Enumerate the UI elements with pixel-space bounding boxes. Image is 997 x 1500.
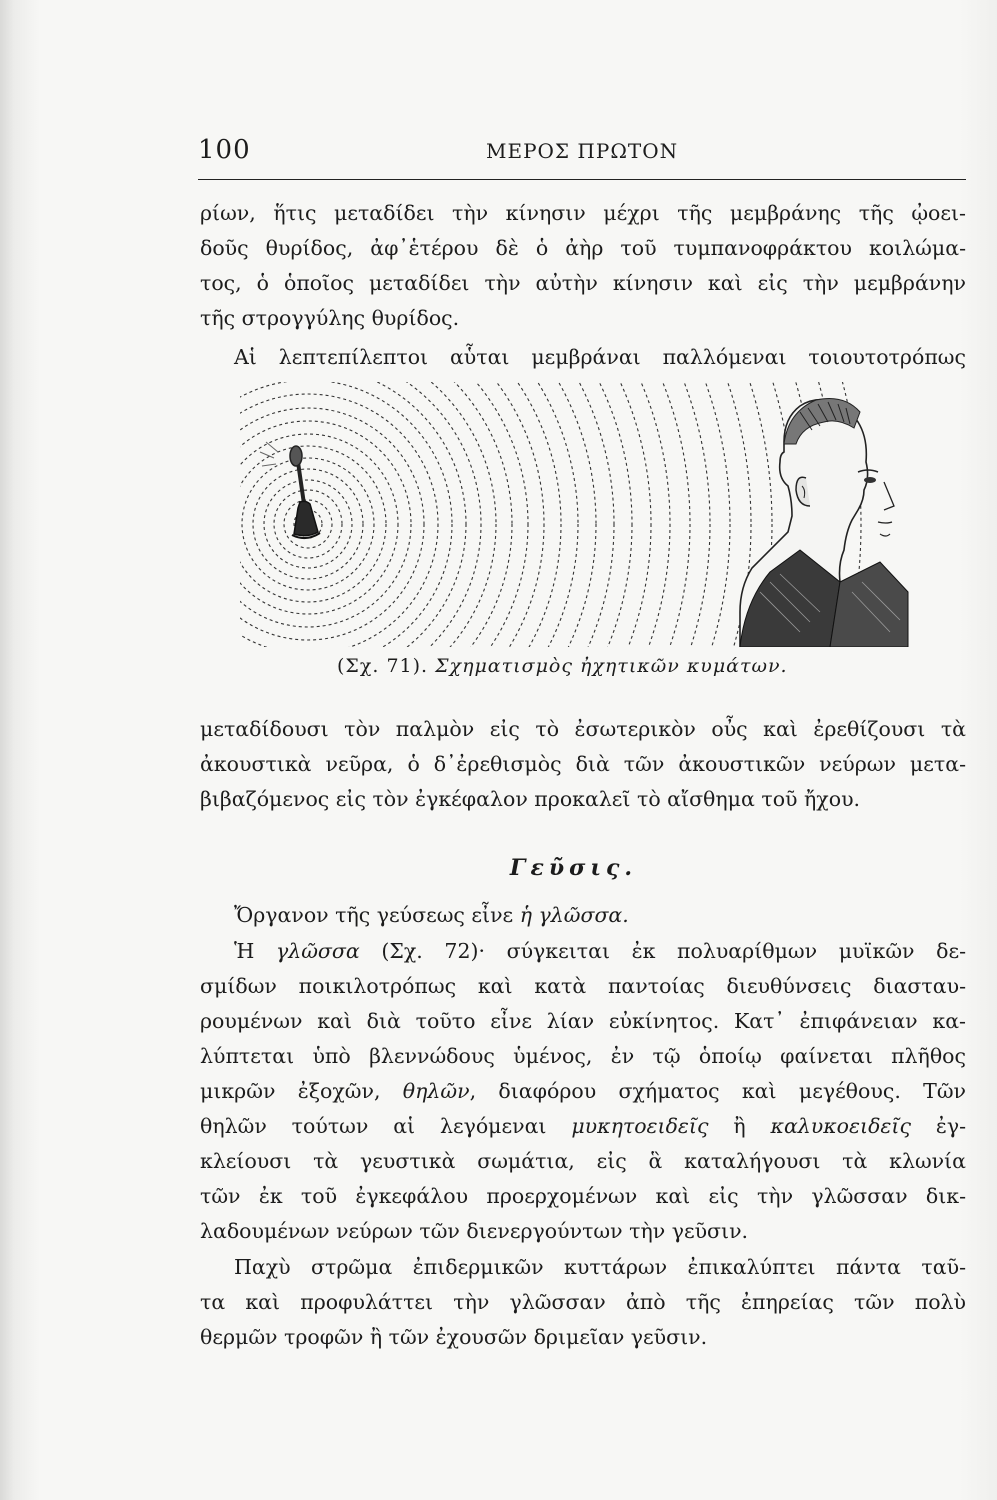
text-segment: θηλῶν τούτων αἱ λεγόμεναι [200,1114,572,1138]
text-line: ρουμένων καὶ διὰ τοῦτο εἶνε λίαν εὐκίνητος. Κατ᾽ ἐπιφάνειαν κα- [200,1009,966,1033]
text-line [200,1109,966,1144]
text-line: βιβαζόμενος εἰς τὸν ἐγκέφαλον προκαλεῖ τὸ αἴσθημα τοῦ ἤχου. [200,787,861,811]
text-line: λαδουμένων νεύρων τῶν διενεργούντων τὴν γεῦσιν. [200,1219,749,1243]
header-rule [198,179,966,180]
paragraph-2 [200,340,966,375]
page-number: 100 [198,135,251,165]
text-line: μεταδίδουσι τὸν παλμὸν εἰς τὸ ἐσωτερικὸν οὖς καὶ ἐρεθίζουσι τὰ [200,717,966,741]
text-line: δοῦς θυρίδος, ἀφ᾽ἑτέρου δὲ ὁ ἀὴρ τοῦ τυμπανοφράκτου κοιλώμα- [200,236,966,260]
text-line [200,1074,966,1109]
figure-reference: (Σχ. 71). [337,655,429,677]
text-segment: (Σχ. 72)· σύγκειται ἐκ πολυαρίθμων μυϊκῶν δε- [359,939,967,963]
emphasis-text: ἡ γλῶσσα. [519,903,629,927]
text-line: ἀκουστικὰ νεῦρα, ὁ δ᾽ἐρεθισμὸς διὰ τῶν ἀκουστικῶν νεύρων μετα- [200,752,966,776]
figure-title: Σχηματισμὸς ἠχητικῶν κυμάτων. [435,655,788,677]
text-segment: Ἡ [234,939,276,963]
text-line: τῶν ἐκ τοῦ ἐγκεφάλου προερχομένων καὶ εἰς τὴν γλῶσσαν δικ- [200,1184,966,1208]
text-line: ρίων, ἥτις μεταδίδει τὴν κίνησιν μέχρι τῆς μεμβράνης τῆς ᾠοει- [200,201,966,225]
text-segment: Ὄργανον τῆς γεύσεως εἶνε [234,903,520,927]
sound-waves-illustration [240,382,920,647]
emphasis-text: θηλῶν [402,1079,470,1103]
text-line: τος, ὁ ὁποῖος μεταδίδει τὴν αὐτὴν κίνησιν καὶ εἰς τὴν μεμβράνην [200,271,966,295]
page-header [198,135,968,175]
text-line: κλείουσι τὰ γευστικὰ σωμάτια, εἰς ἃ καταλήγουσι τὰ κλωνία [200,1149,966,1173]
text-line [200,934,966,969]
text-line [200,898,966,933]
text-segment: , διαφόρου σχήματος καὶ μεγέθους. Τῶν [469,1079,966,1103]
text-line: σμίδων ποικιλοτρόπως καὶ κατὰ παντοίας διευθύνσεις διασταυ- [200,974,966,998]
paragraph-3 [200,712,966,817]
text-line: Αἱ λεπτεπίλεπτοι αὗται μεμβράναι παλλόμεναι τοιουτοτρόπως [234,345,966,369]
figure-caption [337,655,788,677]
text-segment: μικρῶν ἐξοχῶν, [200,1079,403,1103]
section-heading: Γεῦσις. [509,855,638,881]
running-title: ΜΕΡΟΣ ΠΡΩΤΟΝ [486,139,679,163]
human-head-icon [740,399,908,648]
paragraph-5 [200,934,966,1249]
text-line: τῆς στρογγύλης θυρίδος. [200,306,460,330]
text-segment: ἐγ- [910,1114,966,1138]
emphasis-text: γλῶσσα [275,939,360,963]
emphasis-text: καλυκοειδεῖς [770,1114,911,1138]
text-line: λύπτεται ὑπὸ βλεννώδους ὑμένος, ἐν τῷ ὁποίῳ φαίνεται πλῆθος [200,1044,966,1068]
paragraph-6 [200,1250,966,1355]
text-segment: ἢ [708,1114,771,1138]
paragraph-1 [200,196,966,336]
text-line: τα καὶ προφυλάττει τὴν γλῶσσαν ἀπὸ τῆς ἐπηρείας τῶν πολὺ [200,1290,966,1314]
paragraph-4 [200,898,966,933]
emphasis-text: μυκητοειδεῖς [571,1114,709,1138]
text-line: Παχὺ στρῶμα ἐπιδερμικῶν κυττάρων ἐπικαλύπτει πάντα ταῦ- [234,1255,966,1279]
text-line: θερμῶν τροφῶν ἢ τῶν ἐχουσῶν δριμεῖαν γεῦσιν. [200,1325,708,1349]
